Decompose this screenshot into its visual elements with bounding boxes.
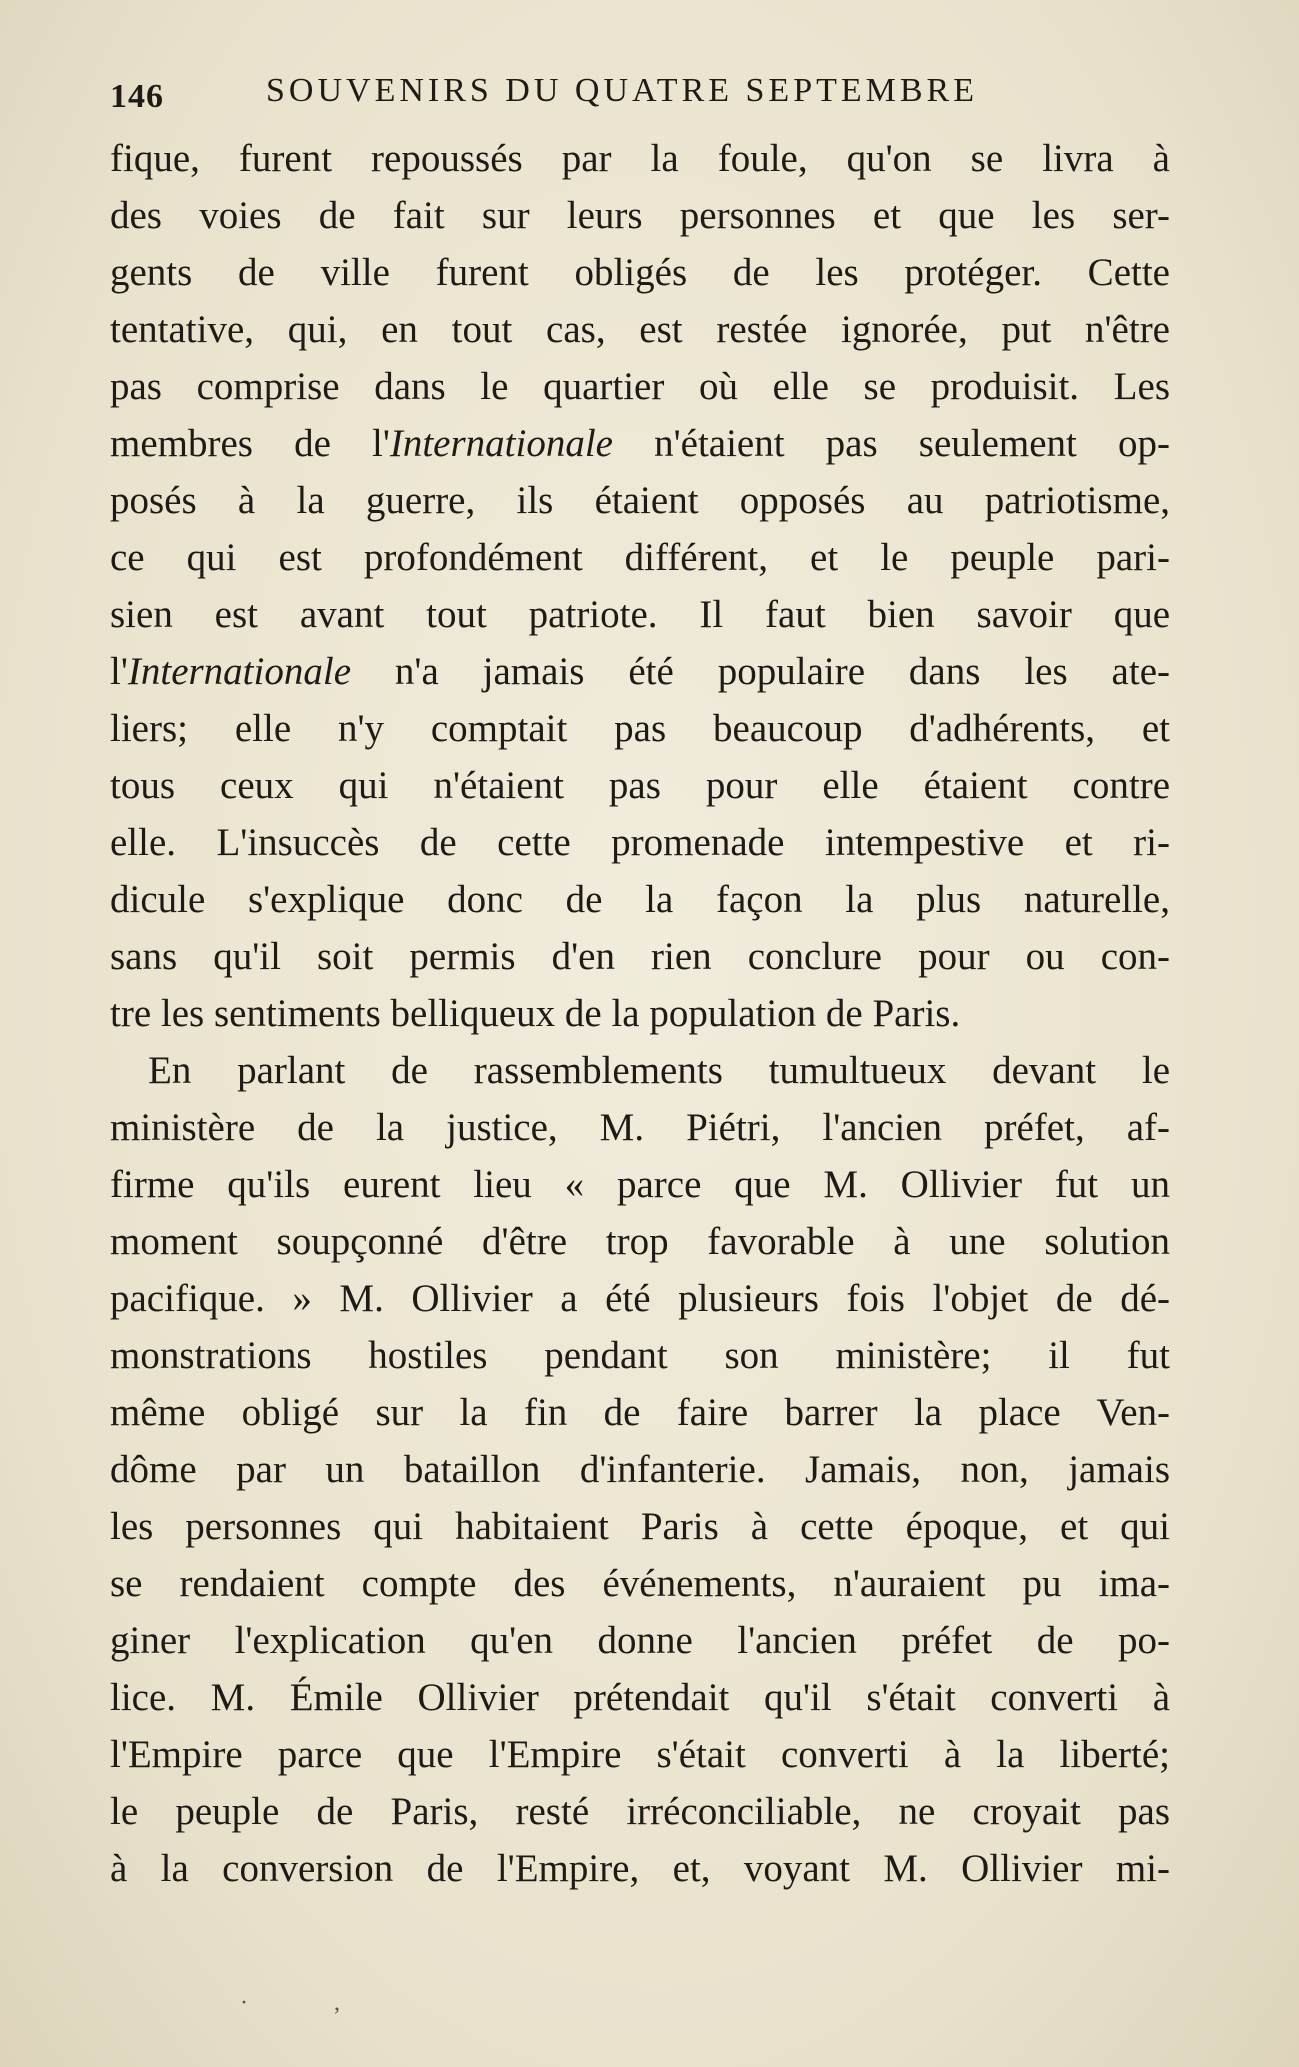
- text-line: giner l'explication qu'en donne l'ancien préfet de po-: [110, 1619, 1170, 1662]
- text-line: ministère de la justice, M. Piétri, l'ancien préfet, af-: [110, 1106, 1170, 1149]
- text-line: tentative, qui, en tout cas, est restée ignorée, put n'être: [110, 308, 1170, 351]
- text-line: dôme par un bataillon d'infanterie. Jamais, non, jamais: [110, 1448, 1170, 1491]
- text-line: des voies de fait sur leurs personnes et que les ser-: [110, 194, 1170, 237]
- text-line: l'Internationale n'a jamais été populaire dans les ate-: [110, 650, 1170, 693]
- text-line: même obligé sur la fin de faire barrer la place Ven-: [110, 1391, 1170, 1434]
- text-line: pas comprise dans le quartier où elle se produisit. Les: [110, 365, 1170, 408]
- page-header: [110, 60, 1170, 120]
- italic-term: Internationale: [127, 650, 352, 693]
- text-line: firme qu'ils eurent lieu « parce que M. Ollivier fut un: [110, 1163, 1170, 1206]
- text-line: posés à la guerre, ils étaient opposés au patriotisme,: [110, 479, 1170, 522]
- text-line: le peuple de Paris, resté irréconciliable, ne croyait pas: [110, 1790, 1170, 1833]
- text-line: liers; elle n'y comptait pas beaucoup d'adhérents, et: [110, 707, 1170, 750]
- text-line: elle. L'insuccès de cette promenade intempestive et ri-: [110, 821, 1170, 864]
- text-line: sans qu'il soit permis d'en rien conclure pour ou con-: [110, 935, 1170, 978]
- text-line: membres de l'Internationale n'étaient pas seulement op-: [110, 422, 1170, 465]
- paragraph-end-line: tre les sentiments belliqueux de la population de Paris.: [110, 992, 961, 1035]
- text-line: les personnes qui habitaient Paris à cette époque, et qui: [110, 1505, 1170, 1548]
- text-line: gents de ville furent obligés de les protéger. Cette: [110, 251, 1170, 294]
- text-line: lice. M. Émile Ollivier prétendait qu'il s'était converti à: [110, 1676, 1170, 1719]
- text-line: moment soupçonné d'être trop favorable à une solution: [110, 1220, 1170, 1263]
- text-line: se rendaient compte des événements, n'auraient pu ima-: [110, 1562, 1170, 1605]
- paragraph-start-line: En parlant de rassemblements tumultueux devant le: [148, 1049, 1170, 1092]
- text-line: sien est avant tout patriote. Il faut bien savoir que: [110, 593, 1170, 636]
- print-specks: · ,: [240, 1990, 380, 2016]
- running-title: SOUVENIRS DU QUATRE SEPTEMBRE: [266, 72, 978, 109]
- text-line: ce qui est profondément différent, et le peuple pari-: [110, 536, 1170, 579]
- text-line: à la conversion de l'Empire, et, voyant M. Ollivier mi-: [110, 1847, 1170, 1890]
- text-line: monstrations hostiles pendant son ministère; il fut: [110, 1334, 1170, 1377]
- text-line: fique, furent repoussés par la foule, qu'on se livra à: [110, 137, 1170, 180]
- text-line: l'Empire parce que l'Empire s'était converti à la liberté;: [110, 1733, 1170, 1776]
- body-text: [110, 130, 1170, 1897]
- italic-term: Internationale: [389, 422, 613, 465]
- text-line: pacifique. » M. Ollivier a été plusieurs fois l'objet de dé-: [110, 1277, 1170, 1320]
- page-number: 146: [110, 78, 164, 115]
- text-line: dicule s'explique donc de la façon la plus naturelle,: [110, 878, 1170, 921]
- text-line: tous ceux qui n'étaient pas pour elle étaient contre: [110, 764, 1170, 807]
